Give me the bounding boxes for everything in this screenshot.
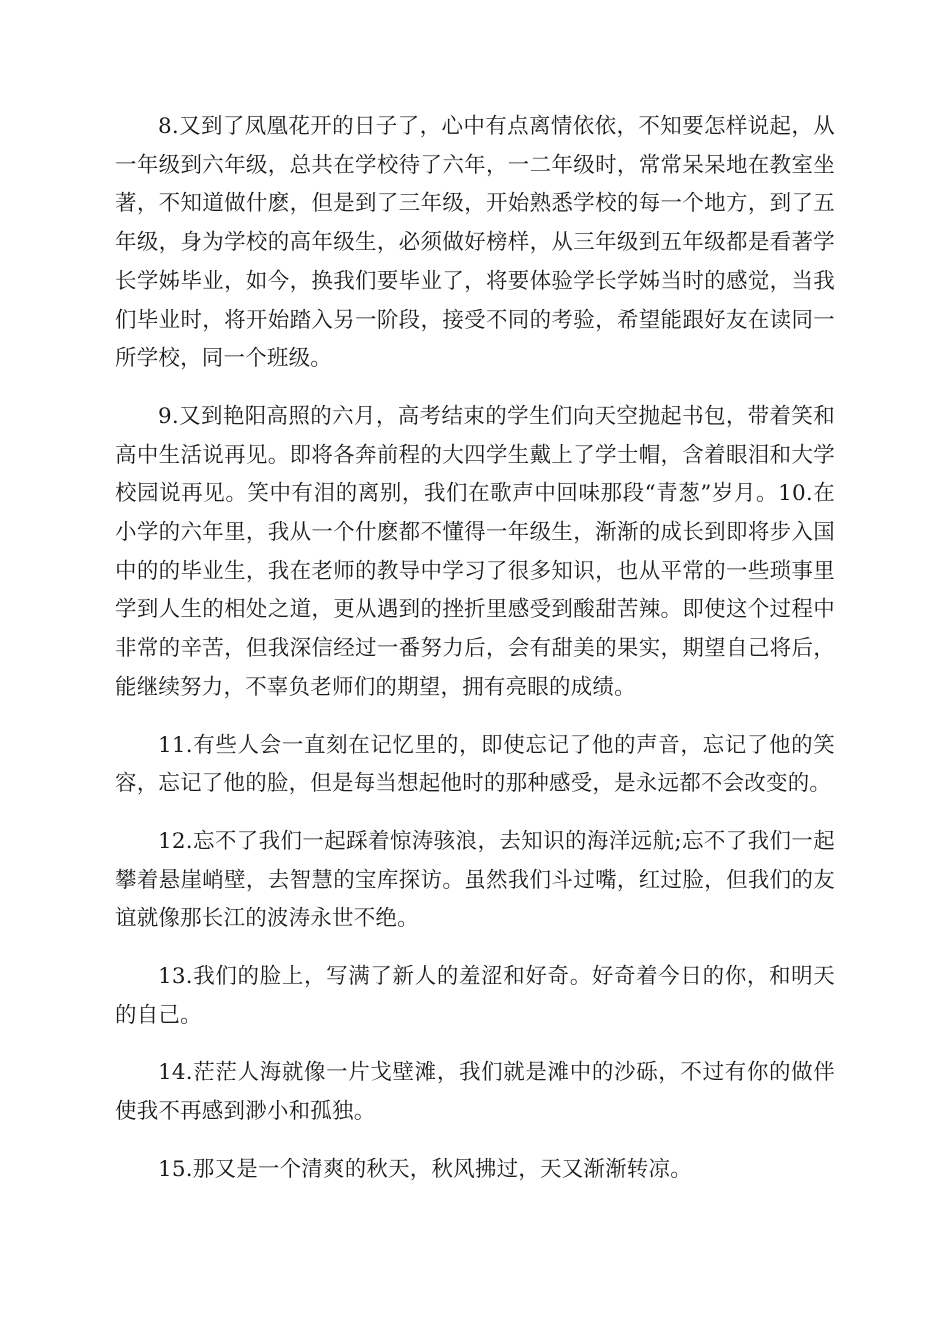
- paragraph-14: 14.茫茫人海就像一片戈壁滩，我们就是滩中的沙砾，不过有你的做伴使我不再感到渺小和孤独。: [115, 1060, 835, 1125]
- paragraph-12: 12.忘不了我们一起踩着惊涛骇浪，去知识的海洋远航;忘不了我们一起攀着悬崖峭壁，去智慧的宝库探访。虽然我们斗过嘴，红过脸，但我们的友谊就像那长江的波涛永世不绝。: [115, 828, 835, 932]
- paragraph-9-10: 9.又到艳阳高照的六月，高考结束的学生们向天空抛起书包，带着笑和高中生活说再见。即将各奔前程的大四学生戴上了学士帽，含着眼泪和大学校园说再见。笑中有泪的离别，我们在歌声中回味那段“青葱”岁月。10.在小学的六年里，我从一个什麽都不懂得一年级生，渐渐的成长到即将步入国中的的毕业生，我在老师的教导中学习了很多知识，也从平常的一些琐事里学到人生的相处之道，更从遇到的挫折里感受到酸甜苦辣。即使这个过程中非常的辛苦，但我深信经过一番努力后，会有甜美的果实，期望自己将后，能继续努力，不辜负老师们的期望，拥有亮眼的成绩。: [115, 403, 835, 700]
- document-page: [115, 108, 835, 1209]
- paragraph-8: 8.又到了凤凰花开的日子了，心中有点离情依依，不知要怎样说起，从一年级到六年级，总共在学校待了六年，一二年级时，常常呆呆地在教室坐著，不知道做什麽，但是到了三年级，开始熟悉学校的每一个地方，到了五年级，身为学校的高年级生，必须做好榜样，从三年级到五年级都是看著学长学姊毕业，如今，换我们要毕业了，将要体验学长学姊当时的感觉，当我们毕业时，将开始踏入另一阶段，接受不同的考验，希望能跟好友在读同一所学校，同一个班级。: [115, 114, 835, 372]
- paragraph-13: 13.我们的脸上，写满了新人的羞涩和好奇。好奇着今日的你，和明天的自己。: [115, 964, 835, 1028]
- paragraph-11: 11.有些人会一直刻在记忆里的，即使忘记了他的声音，忘记了他的笑容，忘记了他的脸，但是每当想起他时的那种感受，是永远都不会改变的。: [115, 732, 835, 797]
- paragraph-15: 15.那又是一个清爽的秋天，秋风拂过，天又渐渐转凉。: [158, 1156, 692, 1182]
